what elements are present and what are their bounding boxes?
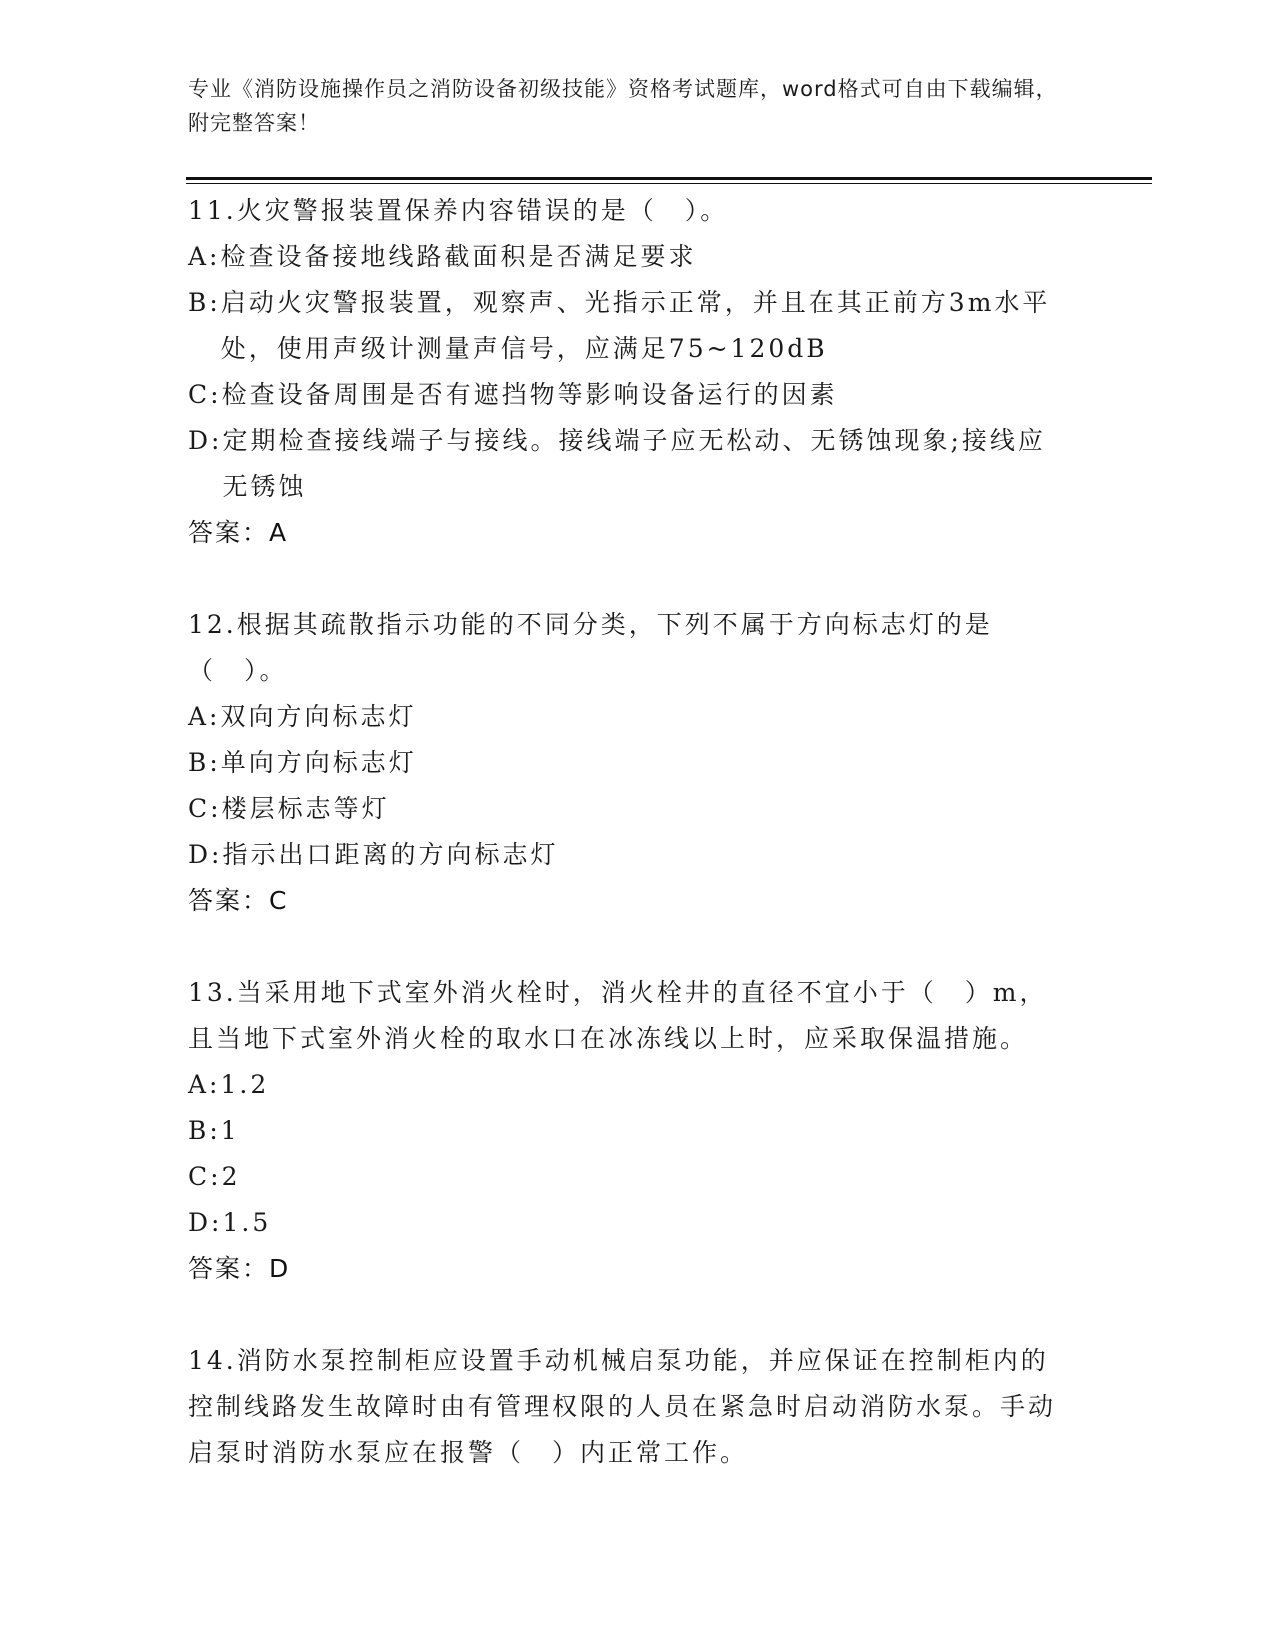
option-d xyxy=(188,1200,1068,1246)
question-13 xyxy=(188,970,1068,1292)
option-letter: B: xyxy=(188,1116,221,1145)
option-letter: A: xyxy=(188,1070,221,1099)
answer-label: 答案：A xyxy=(188,518,289,547)
option-a xyxy=(188,694,1068,740)
question-11 xyxy=(188,188,1068,556)
option-text: 2 xyxy=(221,1162,241,1191)
question-text: 13.当采用地下式室外消火栓时，消火栓井的直径不宜小于（ ）m，且当地下式室外消火栓的取水口在冰冻线以上时，应采取保温措施。 xyxy=(188,978,1048,1053)
option-letter: D: xyxy=(188,840,223,869)
answer-label: 答案：D xyxy=(188,1254,291,1283)
option-letter: A: xyxy=(188,702,221,731)
option-letter: C: xyxy=(188,794,222,823)
option-b xyxy=(188,740,1068,786)
header-divider-thick xyxy=(186,177,1152,180)
option-b xyxy=(188,280,1068,372)
option-text: 楼层标志等灯 xyxy=(221,794,390,823)
question-text: 14.消防水泵控制柜应设置手动机械启泵功能，并应保证在控制柜内的控制线路发生故障时由有管理权限的人员在紧急时启动消防水泵。手动启泵时消防水泵应在报警（ ）内正常工作。 xyxy=(188,1346,1057,1467)
header-divider-thin xyxy=(186,183,1152,184)
option-a xyxy=(188,1062,1068,1108)
option-letter: C: xyxy=(188,1162,222,1191)
question-list xyxy=(188,188,1068,1522)
option-letter: C: xyxy=(188,380,222,409)
option-text: 双向方向标志灯 xyxy=(220,702,417,731)
option-letter: D: xyxy=(188,1208,223,1237)
option-text: 定期检查接线端子与接线。接线端子应无松动、无锈蚀现象;接线应无锈蚀 xyxy=(222,426,1046,501)
option-text: 启动火灾警报装置，观察声、光指示正常，并且在其正前方3m水平处，使用声级计测量声信号，应满足75~120dB xyxy=(220,288,1051,363)
answer-label: 答案：C xyxy=(188,886,289,915)
document-header: 专业《消防设施操作员之消防设备初级技能》资格考试题库，word格式可自由下载编辑，附完整答案！ xyxy=(188,77,1058,135)
option-text: 1.5 xyxy=(222,1208,272,1237)
option-letter: B: xyxy=(188,748,221,777)
option-d xyxy=(188,832,1068,878)
option-c xyxy=(188,372,1068,418)
option-a xyxy=(188,234,1068,280)
question-12 xyxy=(188,602,1068,924)
option-text: 指示出口距离的方向标志灯 xyxy=(222,840,559,869)
option-b xyxy=(188,1108,1068,1154)
option-c xyxy=(188,1154,1068,1200)
option-d xyxy=(188,418,1068,510)
question-text: 11.火灾警报装置保养内容错误的是（ ）。 xyxy=(188,196,729,225)
question-text: 12.根据其疏散指示功能的不同分类，下列不属于方向标志灯的是（ ）。 xyxy=(188,610,993,685)
option-text: 检查设备接地线路截面积是否满足要求 xyxy=(220,242,697,271)
option-text: 检查设备周围是否有遮挡物等影响设备运行的因素 xyxy=(221,380,838,409)
option-text: 单向方向标志灯 xyxy=(220,748,417,777)
option-c xyxy=(188,786,1068,832)
question-14 xyxy=(188,1338,1068,1476)
option-text: 1.2 xyxy=(220,1070,270,1099)
option-letter: D: xyxy=(188,426,223,455)
option-letter: A: xyxy=(188,242,221,271)
option-letter: B: xyxy=(188,288,221,317)
option-text: 1 xyxy=(220,1116,240,1145)
